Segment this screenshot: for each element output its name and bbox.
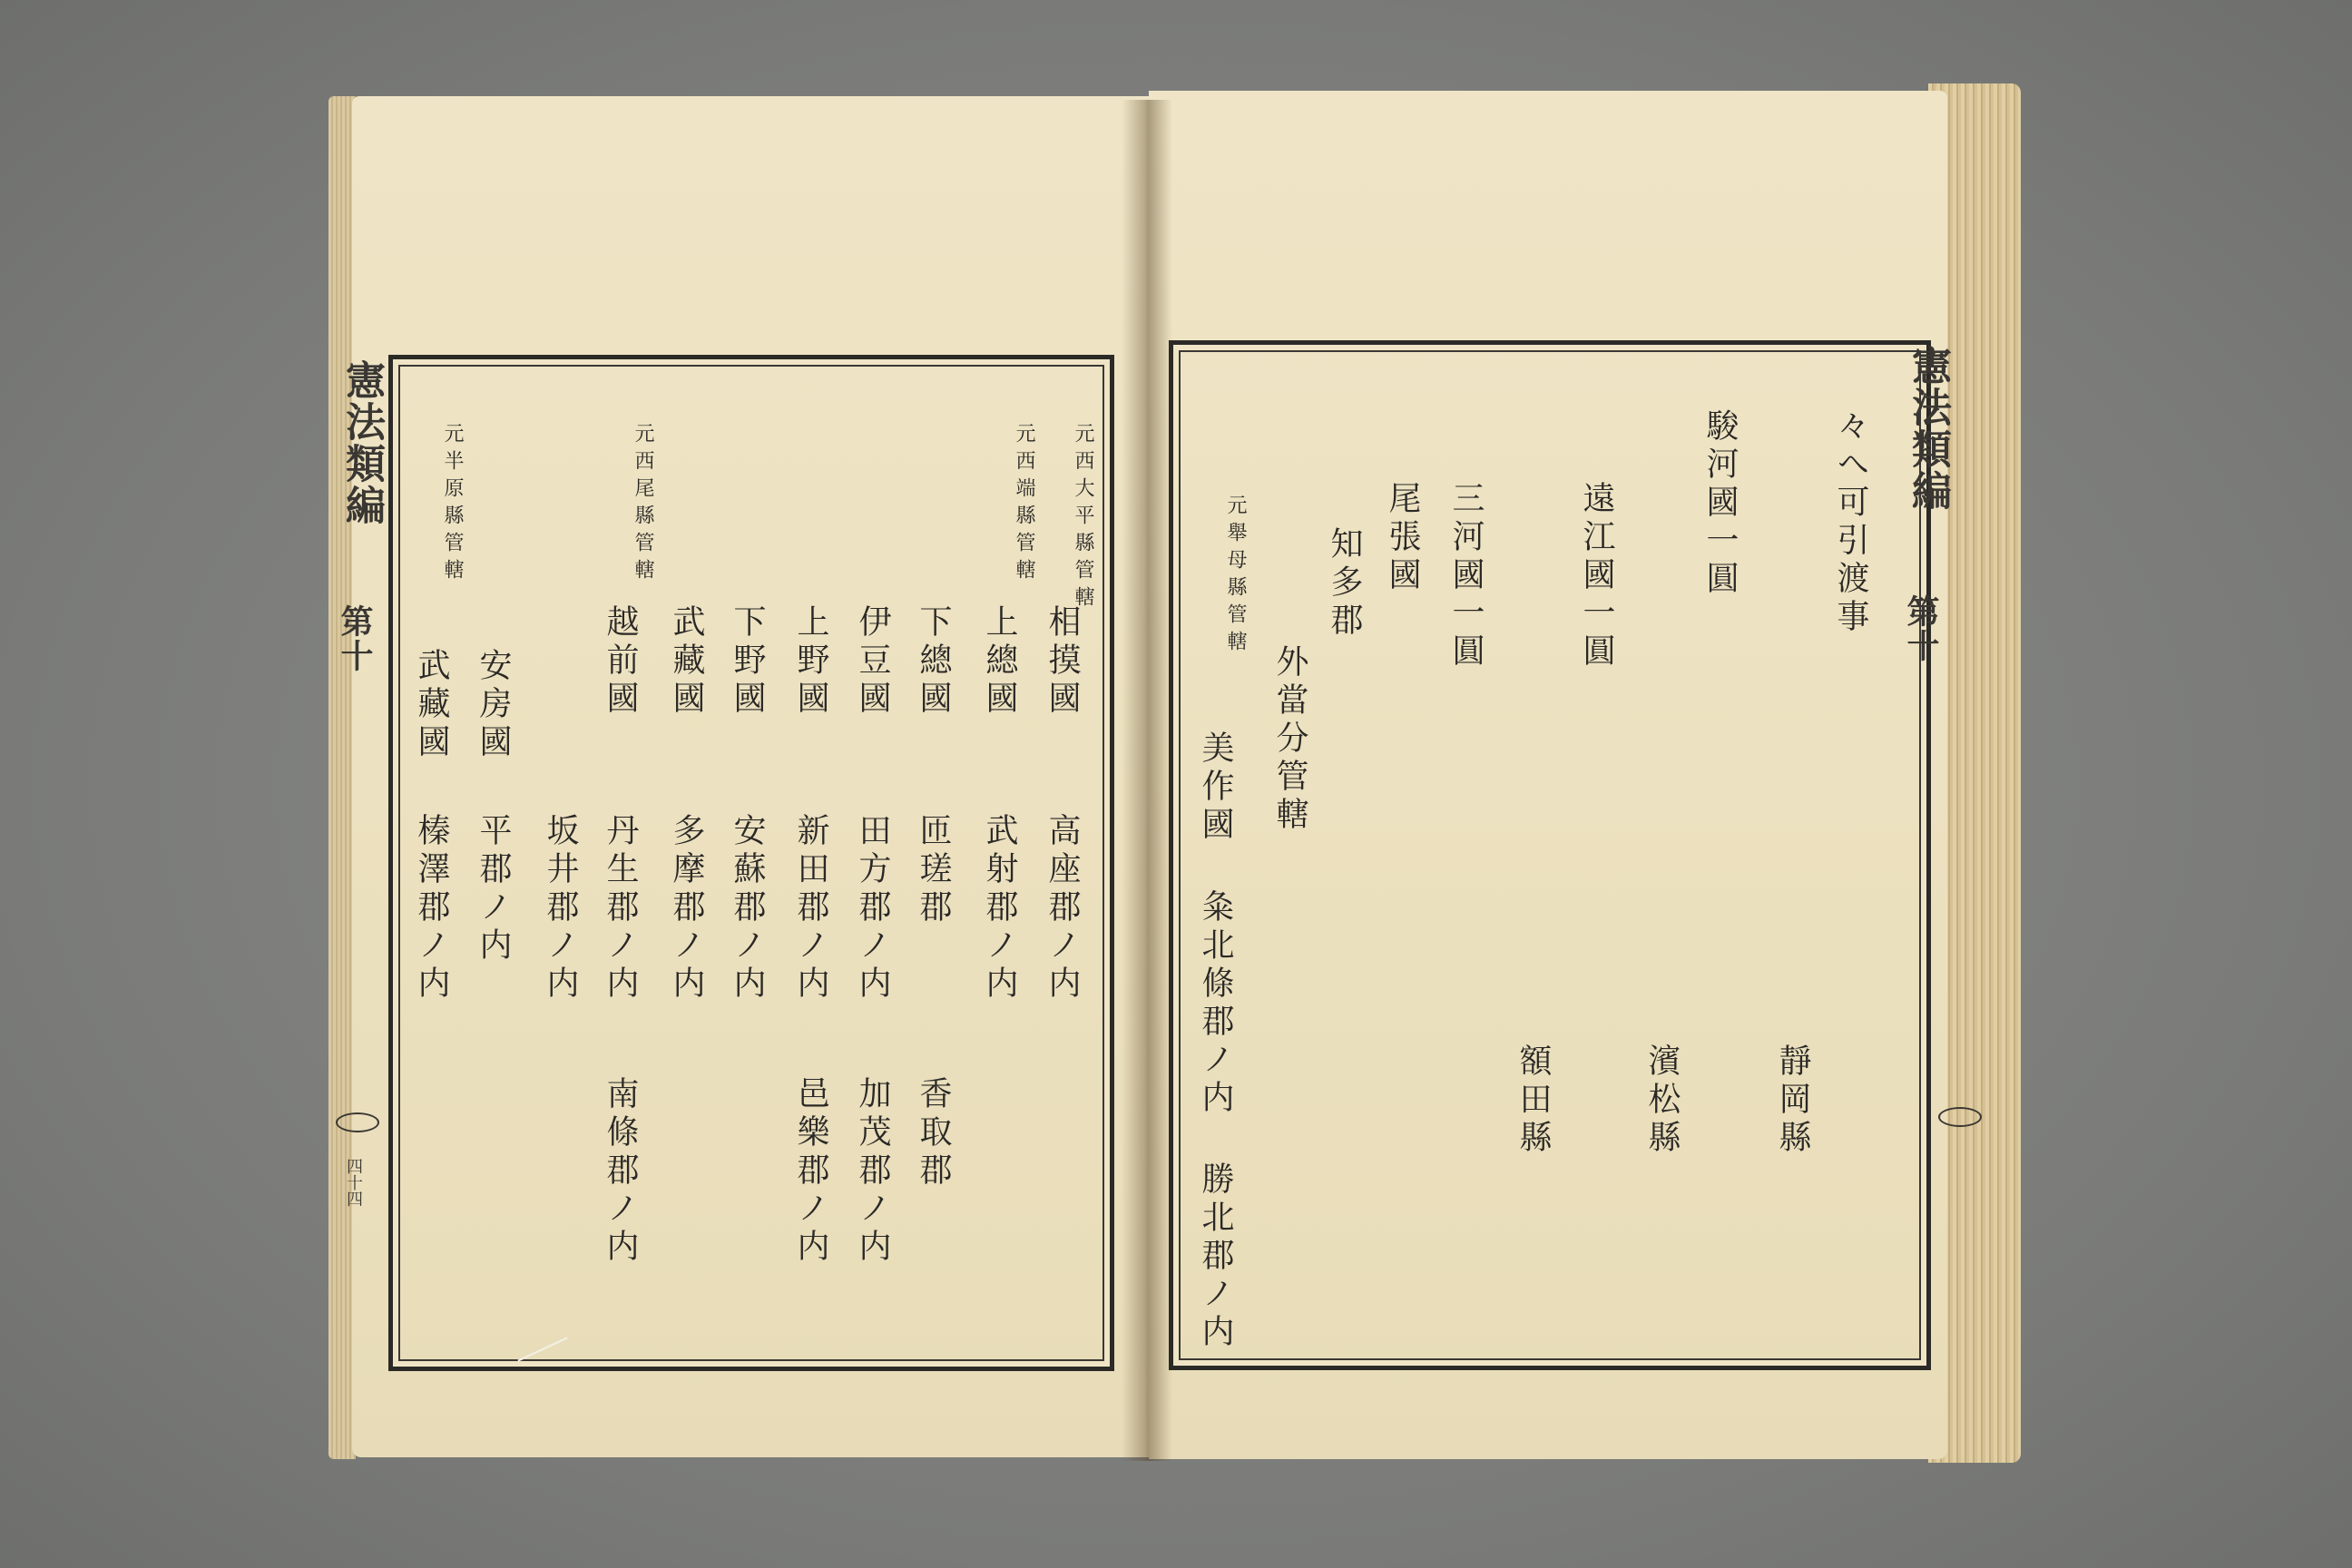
left-col-16: 安蘇郡ノ内 xyxy=(729,813,766,1004)
right-margin-volume: 第十 xyxy=(1902,594,1940,663)
left-col-18: 多摩郡ノ内 xyxy=(668,813,705,1004)
left-col-7: 匝瑳郡 xyxy=(915,813,952,927)
left-col-27: 武藏國 xyxy=(413,648,450,762)
left-col-28: 榛澤郡ノ内 xyxy=(413,813,450,1004)
right-col-10: 元舉母縣管轄 xyxy=(1224,495,1247,658)
left-col-8: 香取郡 xyxy=(915,1076,952,1191)
left-col-9: 伊豆國 xyxy=(854,604,891,719)
right-col-3: 遠江國一圓 xyxy=(1578,481,1615,671)
left-page-number: 四十四 xyxy=(344,1158,363,1207)
right-col-12: 粂北條郡ノ内 xyxy=(1197,889,1234,1118)
left-col-17: 武藏國 xyxy=(668,604,705,719)
left-col-2: 高座郡ノ内 xyxy=(1044,813,1081,1004)
left-col-22: 南條郡ノ内 xyxy=(602,1076,639,1267)
fish-tail-mark-icon xyxy=(1938,1107,1982,1127)
right-col-9: 外當分管轄 xyxy=(1271,644,1308,835)
left-margin-title: 憲法類編 xyxy=(338,359,385,526)
left-col-6: 下總國 xyxy=(915,604,952,719)
left-col-12: 上野國 xyxy=(792,604,829,719)
book-spine xyxy=(1122,100,1172,1461)
left-col-14: 邑樂郡ノ内 xyxy=(792,1076,829,1267)
right-col-6: 額田縣 xyxy=(1514,1044,1552,1158)
left-margin-volume: 第十 xyxy=(336,604,374,673)
left-col-4: 上總國 xyxy=(981,604,1018,719)
left-col-20: 越前國 xyxy=(602,604,639,719)
left-col-13: 新田郡ノ内 xyxy=(792,813,829,1004)
right-col-7: 尾張國 xyxy=(1384,481,1421,595)
fish-tail-mark-icon xyxy=(336,1112,379,1132)
right-col-4: 濱松縣 xyxy=(1643,1044,1681,1158)
left-col-10: 田方郡ノ内 xyxy=(854,813,891,1004)
left-col-1: 相摸國 xyxy=(1044,604,1081,719)
left-col-15: 下野國 xyxy=(729,604,766,719)
left-col-0: 元西大平縣管轄 xyxy=(1072,423,1094,613)
left-col-19: 元西尾縣管轄 xyxy=(632,423,654,586)
right-col-11: 美作國 xyxy=(1197,730,1234,845)
right-col-5: 三河國一圓 xyxy=(1447,481,1485,671)
left-col-25: 平郡ノ内 xyxy=(475,813,512,965)
left-col-11: 加茂郡ノ内 xyxy=(854,1076,891,1267)
left-page xyxy=(336,96,1149,1457)
right-col-8: 知多郡 xyxy=(1326,526,1363,641)
right-margin-title: 憲法類編 xyxy=(1905,345,1951,512)
left-col-21: 丹生郡ノ内 xyxy=(602,813,639,1004)
right-col-0: 々へ可引渡事 xyxy=(1832,408,1869,637)
right-col-1: 駿河國一圓 xyxy=(1701,408,1739,599)
left-col-23: 坂井郡ノ内 xyxy=(542,813,579,1004)
left-col-5: 武射郡ノ内 xyxy=(981,813,1018,1004)
right-col-13: 勝北郡ノ内 xyxy=(1197,1161,1234,1352)
left-col-24: 安房國 xyxy=(475,648,512,762)
left-col-3: 元西端縣管轄 xyxy=(1013,423,1035,586)
left-col-26: 元半原縣管轄 xyxy=(441,423,464,586)
right-page xyxy=(1149,91,1951,1459)
right-page-border xyxy=(1169,340,1931,1370)
right-col-2: 靜岡縣 xyxy=(1774,1044,1811,1158)
